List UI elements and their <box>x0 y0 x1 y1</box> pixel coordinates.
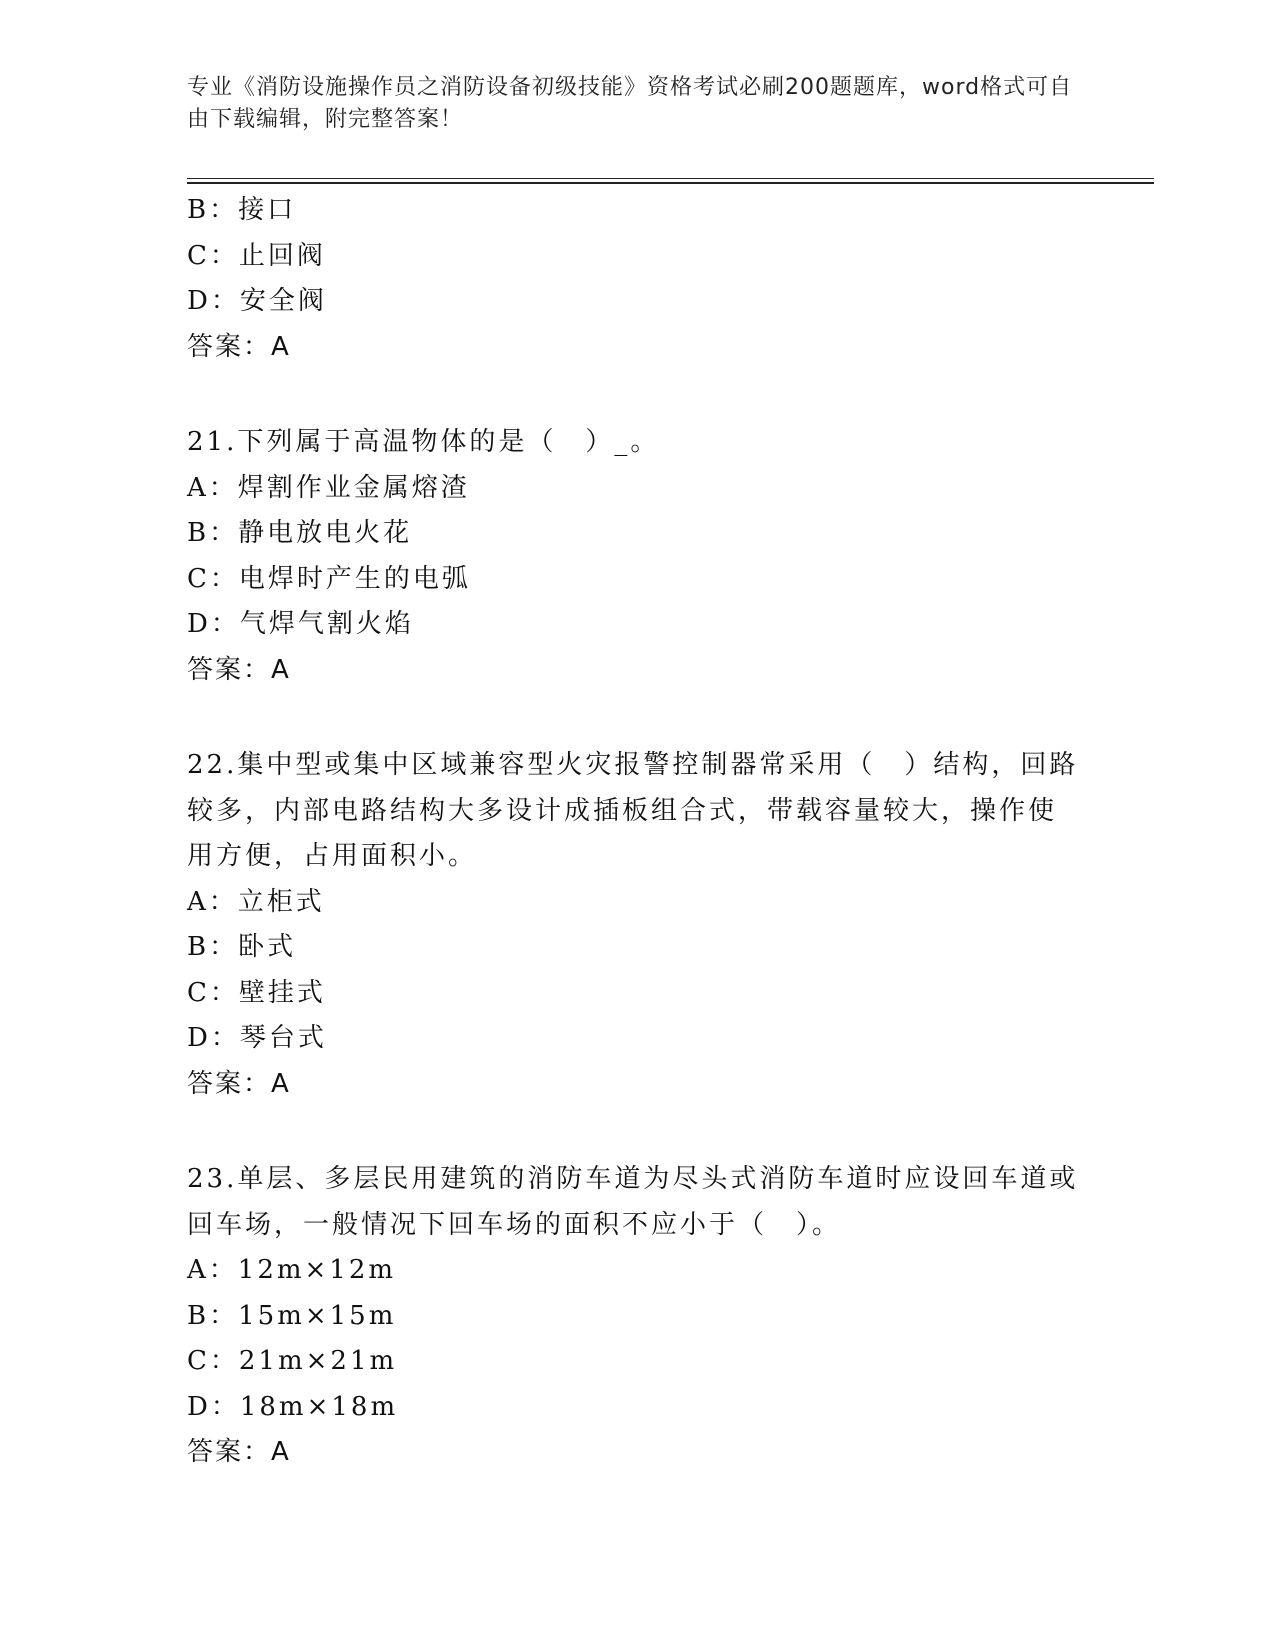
option-b: B：静电放电火花 <box>187 518 413 548</box>
option-d: D：安全阀 <box>187 286 327 316</box>
question-stem-line-2: 回车场，一般情况下回车场的面积不应小于（ ）。 <box>187 1209 842 1240</box>
option-d: D：气焊气割火焰 <box>187 609 414 639</box>
option-b: B：接口 <box>187 195 297 225</box>
answer-line: 答案：A <box>187 1068 291 1099</box>
question-23 <box>187 1157 1087 1476</box>
option-c: C：电焊时产生的电弧 <box>187 563 471 594</box>
question-22 <box>187 743 1087 1107</box>
option-b: B：15m×15m <box>187 1300 397 1331</box>
question-21 <box>187 420 1087 693</box>
question-20-continued <box>187 188 1087 370</box>
option-c: C：壁挂式 <box>187 977 326 1008</box>
option-a: A：焊割作业金属熔渣 <box>187 472 470 503</box>
option-a: A：立柜式 <box>187 886 325 917</box>
header-title: 专业《消防设施操作员之消防设备初级技能》资格考试必刷200题题库，word格式可自由下载编辑，附完整答案！ <box>187 75 1073 132</box>
header-rule-thin <box>187 178 1154 179</box>
option-c: C：止回阀 <box>187 240 326 271</box>
option-b: B：卧式 <box>187 932 297 962</box>
answer-line: 答案：A <box>187 331 291 362</box>
question-stem-line-2: 较多，内部电路结构大多设计成插板组合式，带载容量较大，操作使 <box>187 795 1058 826</box>
answer-line: 答案：A <box>187 654 291 685</box>
document-header <box>187 72 1087 136</box>
option-c: C：21m×21m <box>187 1346 398 1376</box>
option-d: D：18m×18m <box>187 1391 399 1422</box>
answer-line: 答案：A <box>187 1437 291 1467</box>
question-list <box>187 188 1087 1476</box>
question-stem: 21.下列属于高温物体的是（ ）_。 <box>187 427 660 457</box>
question-stem-line-1: 22.集中型或集中区域兼容型火灾报警控制器常采用（ ）结构，回路 <box>187 750 1079 780</box>
option-a: A：12m×12m <box>187 1255 397 1285</box>
question-stem-line-1: 23.单层、多层民用建筑的消防车道为尽头式消防车道时应设回车道或 <box>187 1164 1079 1194</box>
question-stem-line-3: 用方便，占用面积小。 <box>187 841 478 871</box>
option-d: D：琴台式 <box>187 1023 327 1053</box>
header-rule-thick <box>187 182 1154 184</box>
